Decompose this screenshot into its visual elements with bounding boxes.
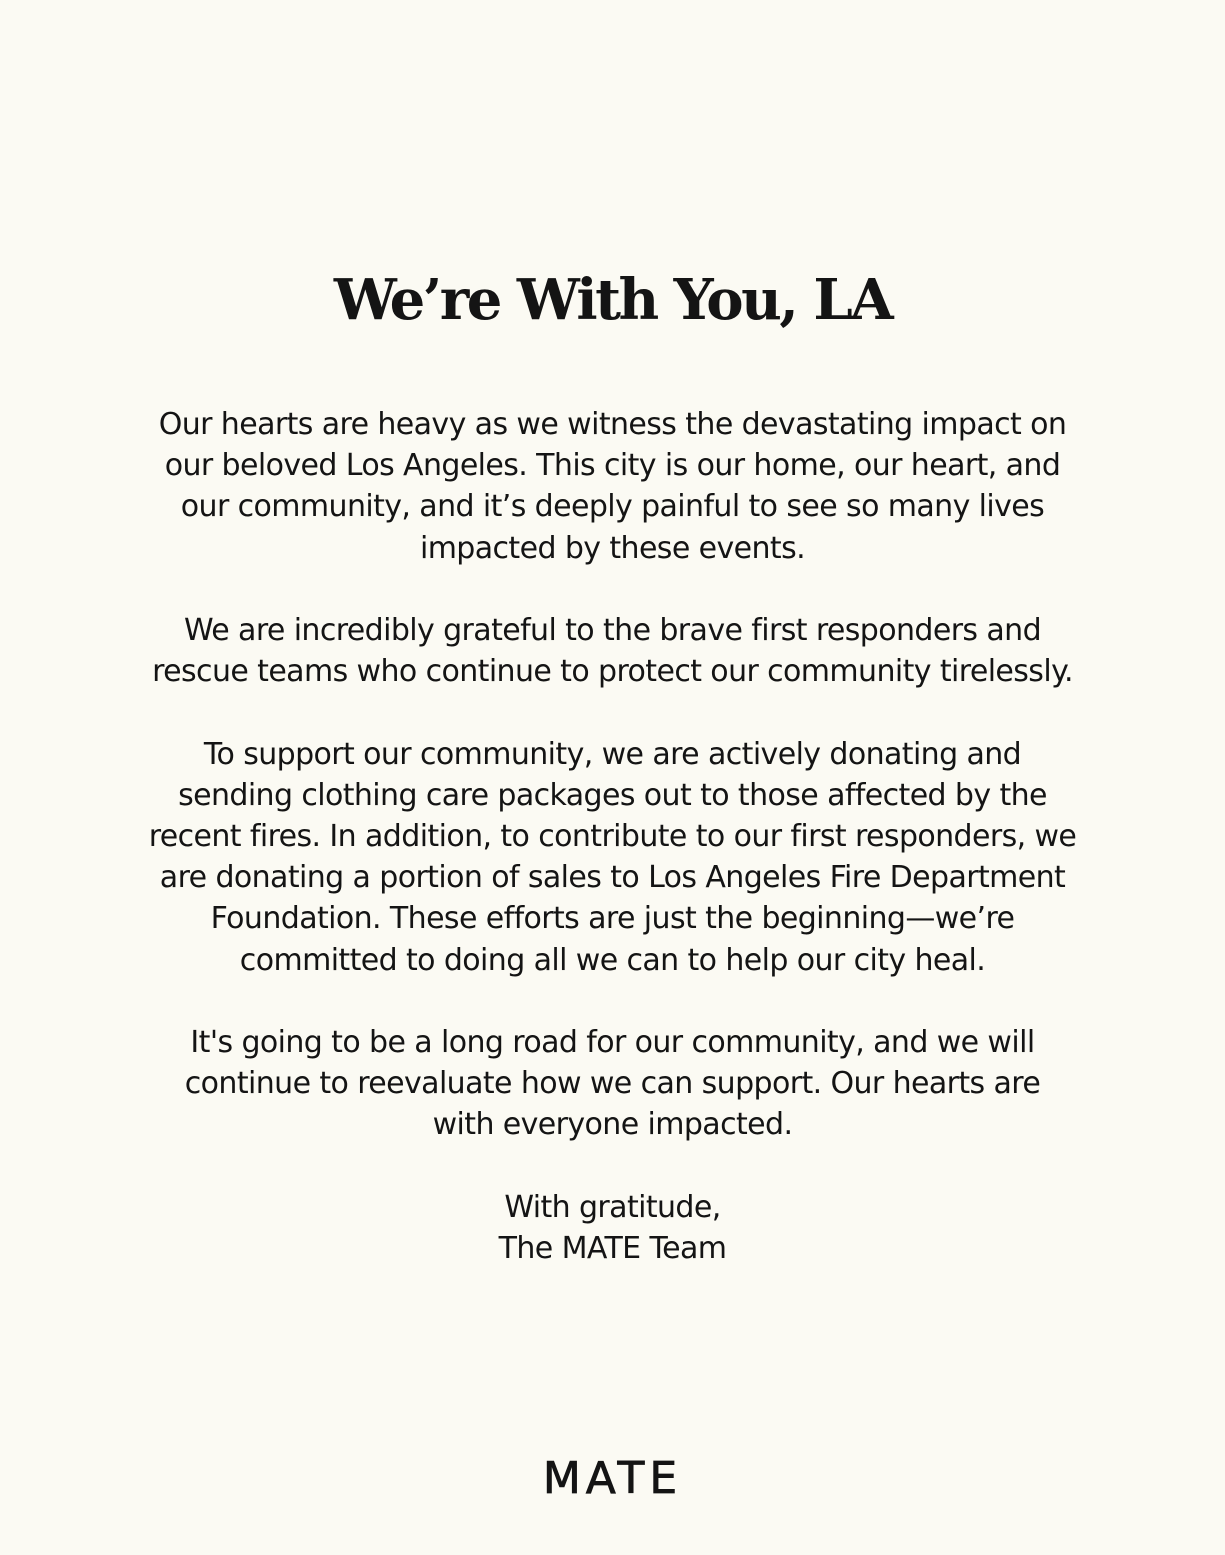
paragraph-line: Our hearts are heavy as we witness the devastating impact on [158, 407, 1067, 442]
letter-title: We’re With You, LA [333, 267, 892, 333]
paragraph-1 [95, 404, 1130, 569]
paragraph-line: To support our community, we are actively donating and [203, 736, 1022, 772]
signoff-closing: With gratitude, [504, 1189, 721, 1225]
paragraph-line: our beloved Los Angeles. This city is our home, our heart, and [164, 448, 1061, 484]
paragraph-line: rescue teams who continue to protect our community tirelessly. [152, 654, 1073, 690]
paragraph-line: our community, and it’s deeply painful to see so many lives [180, 489, 1045, 525]
paragraph-line: committed to doing all we can to help our city heal. [239, 942, 986, 978]
paragraph-line: Foundation. These efforts are just the beginning—we’re [210, 901, 1015, 937]
paragraph-3 [95, 734, 1130, 981]
letter-body [95, 404, 1130, 1269]
paragraph-line: are donating a portion of sales to Los Angeles Fire Department [159, 860, 1066, 896]
signoff [95, 1187, 1130, 1269]
brand-logo: MATE [542, 1453, 683, 1504]
paragraph-line: impacted by these events. [419, 530, 806, 566]
paragraph-line: continue to reevaluate how we can support. Our hearts are [184, 1066, 1041, 1102]
paragraph-line: We are incredibly grateful to the brave first responders and [183, 613, 1042, 648]
paragraph-line: sending clothing care packages out to those affected by the [178, 777, 1047, 813]
paragraph-line: recent fires. In addition, to contribute to our first responders, we [148, 819, 1077, 854]
signoff-signature: The MATE Team [498, 1231, 727, 1266]
paragraph-line: It's going to be a long road for our community, and we will [190, 1025, 1035, 1060]
paragraph-line: with everyone impacted. [432, 1107, 793, 1143]
paragraph-4 [95, 1022, 1130, 1146]
paragraph-2 [95, 610, 1130, 692]
